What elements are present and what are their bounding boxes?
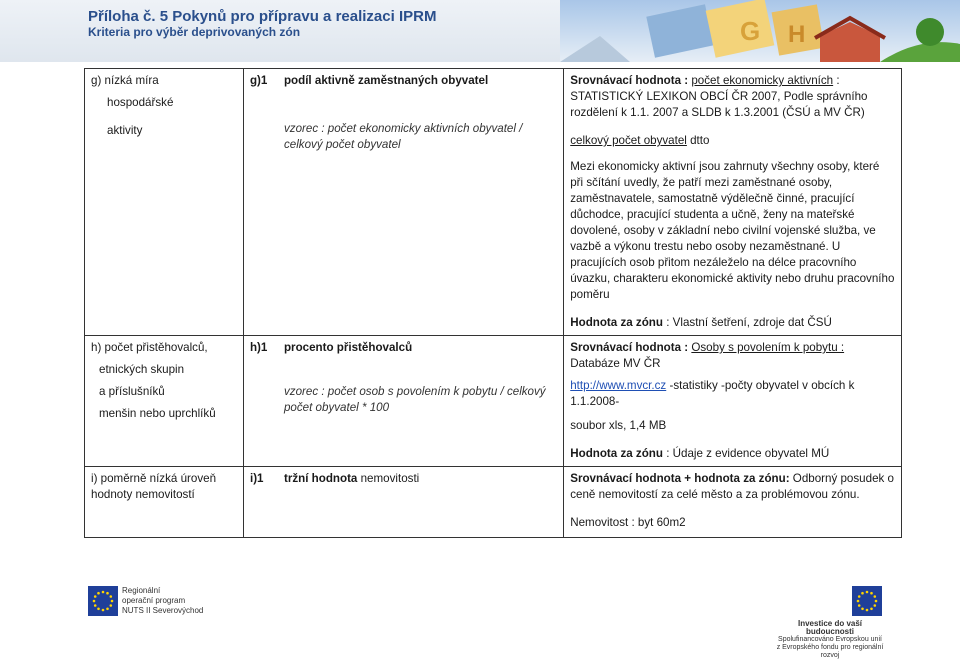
criterion-label: h) počet přistěhovalců,: [91, 341, 208, 354]
comparison-link-text: počet ekonomicky aktivních: [691, 74, 834, 87]
zone-value-label: Hodnota za zónu: [570, 316, 663, 329]
indicator-name-rest: nemovitosti: [357, 472, 420, 485]
indicator-name-bold: tržní hodnota: [283, 472, 358, 485]
document-title: Příloha č. 5 Pokynů pro přípravu a realizaci IPRM: [88, 8, 437, 25]
comparison-source: Odborný posudek o ceně nemovitostí za celé město a za problémovou zónu.: [570, 472, 894, 501]
page-footer: [0, 576, 960, 659]
indicator-formula: vzorec : počet ekonomicky aktivních obyvatel / celkový počet obyvatel: [283, 122, 523, 151]
criterion-label: menšin nebo uprchlíků: [99, 407, 216, 420]
file-info: soubor xls, 1,4 MB: [570, 419, 667, 432]
criterion-label: etnických skupin: [99, 363, 185, 376]
indicator-code: h)1: [249, 341, 268, 354]
criterion-label: hospodářské: [107, 96, 174, 109]
indicator-cell: [243, 69, 563, 336]
comparison-label: Srovnávací hodnota + hodnota za zónu:: [570, 472, 790, 485]
criterion-label: hodnoty nemovitostí: [91, 488, 195, 501]
comparison-source: : STATISTICKÝ LEXIKON OBCÍ ČR 2007, Podle správního rozdělení k 1.1. 2007 a SLDB k 1.3.2001 (ČSÚ a MV ČR): [570, 74, 868, 119]
table-row: [85, 336, 902, 467]
svg-text:G: G: [740, 16, 761, 46]
total-population-note: dtto: [686, 134, 710, 147]
indicator-name: procento přistěhovalců: [283, 341, 413, 354]
page-header: [0, 0, 960, 62]
zone-value-label: Hodnota za zónu: [570, 447, 663, 460]
comparison-link-text: Osoby s povolením k pobytu :: [691, 341, 845, 354]
indicator-code: i)1: [249, 472, 264, 485]
comparison-label: Srovnávací hodnota :: [570, 74, 689, 87]
property-type: Nemovitost : byt 60m2: [570, 516, 686, 529]
header-banner-image: [560, 0, 960, 62]
svg-text:H: H: [788, 21, 806, 48]
criterion-label: a příslušníků: [99, 385, 165, 398]
indicator-code: g)1: [249, 74, 268, 87]
zone-value-source: : Vlastní šetření, zdroje dat ČSÚ: [666, 316, 832, 329]
table-row: [85, 69, 902, 336]
eu-logo-text: Investice do vaší budoucnosti Spolufinancováno Evropskou unií z Evropského fondu pro regionální rozvoj: [776, 619, 884, 659]
zone-value-source: : Údaje z evidence obyvatel MÚ: [662, 447, 830, 460]
criterion-label: g) nízká míra: [91, 74, 159, 87]
criterion-cell: [85, 336, 244, 467]
comparison-source: Databáze MV ČR: [570, 357, 661, 370]
document-subtitle: Kriteria pro výběr deprivovaných zón: [88, 25, 301, 39]
criterion-cell: [85, 69, 244, 336]
source-cell: [564, 69, 902, 336]
table-row: [85, 467, 902, 538]
rop-logo-text: Regionální operační program NUTS II Severovýchod: [122, 586, 204, 615]
criterion-cell: [85, 467, 244, 538]
source-cell: [564, 467, 902, 538]
source-cell: [564, 336, 902, 467]
total-population-label: celkový počet obyvatel: [570, 134, 687, 147]
criterion-label: aktivity: [107, 124, 143, 137]
eu-flag-icon: [88, 586, 118, 616]
indicator-cell: [243, 336, 563, 467]
indicator-name: podíl aktivně zaměstnaných obyvatel: [283, 74, 489, 87]
mvcr-link[interactable]: http://www.mvcr.cz: [570, 379, 667, 392]
eu-flag-icon: [852, 586, 882, 616]
definition-text: Mezi ekonomicky aktivní jsou zahrnuty všechny osoby, které při sčítání uvedly, že patří mezi zaměstnané osoby, zaměstnavatele, samostatně výdělečně činné, pracující důchodce, pracující studenta a učně, ženy na mateřské dovolené, osoby v základní nebo civilní vojenské služba, ve vazbě a výkonu trestu nebo osoby nezaměstnané. U pracujících osob přitom nezáleželo na délce pracovního úvazku, charakteru ekonomické aktivity nebo druhu pracovního poměru: [570, 160, 895, 301]
indicator-formula: vzorec : počet osob s povolením k pobytu / celkový počet obyvatel * 100: [283, 385, 546, 414]
comparison-label: Srovnávací hodnota :: [570, 341, 689, 354]
criteria-table: [84, 68, 902, 538]
link-description: -statistiky -počty obyvatel v obcích k 1.1.2008-: [570, 379, 855, 408]
criterion-label: i) poměrně nízká úroveň: [91, 472, 217, 485]
indicator-cell: [243, 467, 563, 538]
